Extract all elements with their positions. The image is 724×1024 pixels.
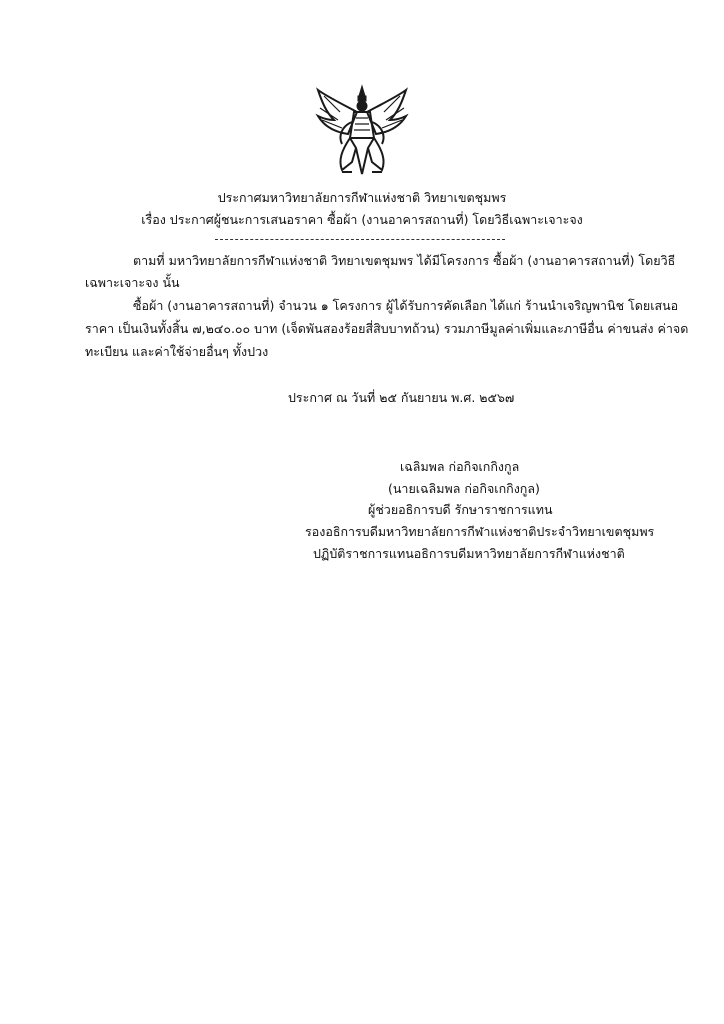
paragraph-2-line-1: ซื้อผ้า (งานอาคารสถานที่) จำนวน ๑ โครงการ ผู้ได้รับการคัดเลือก ได้แก่ ร้านนำเจริญพานิช โดยเสนอ (133, 298, 679, 313)
signatory-printed-name: (นายเฉลิมพล ก่อกิจเกกิงกูล) (388, 481, 540, 496)
signatory-position-1: ผู้ช่วยอธิการบดี รักษาราชการแทน (368, 502, 553, 517)
signature-name: เฉลิมพล ก่อกิจเกกิงกูล (400, 459, 520, 474)
announcement-title: ประกาศมหาวิทยาลัยการกีฬาแห่งชาติ วิทยาเขตชุมพร (217, 190, 507, 205)
paragraph-1-line-2: เฉพาะเจาะจง นั้น (85, 275, 180, 290)
signatory-position-3: ปฏิบัติราชการแทนอธิการบดีมหาวิทยาลัยการกีฬาแห่งชาติ (313, 546, 625, 561)
paragraph-2-line-2: ราคา เป็นเงินทั้งสิ้น ๗,๒๔๐.๐๐ บาท (เจ็ดพันสองร้อยสี่สิบบาทถ้วน) รวมภาษีมูลค่าเพิ่มและภาษีอื่น ค่าขนส่ง ค่าจด (85, 321, 689, 336)
garuda-emblem-icon (312, 82, 412, 182)
separator-line (215, 239, 505, 240)
paragraph-2-line-3: ทะเบียน และค่าใช้จ่ายอื่นๆ ทั้งปวง (85, 344, 269, 359)
paragraph-1-line-1: ตามที่ มหาวิทยาลัยการกีฬาแห่งชาติ วิทยาเขตชุมพร ได้มีโครงการ ซื้อผ้า (งานอาคารสถานที่) โดยวิธี (133, 253, 676, 268)
announcement-subject: เรื่อง ประกาศผู้ชนะการเสนอราคา ซื้อผ้า (งานอาคารสถานที่) โดยวิธีเฉพาะเจาะจง (141, 212, 583, 227)
announcement-date: ประกาศ ณ วันที่ ๒๕ กันยายน พ.ศ. ๒๕๖๗ (288, 390, 515, 405)
signatory-position-2: รองอธิการบดีมหาวิทยาลัยการกีฬาแห่งชาติประจำวิทยาเขตชุมพร (305, 524, 655, 539)
